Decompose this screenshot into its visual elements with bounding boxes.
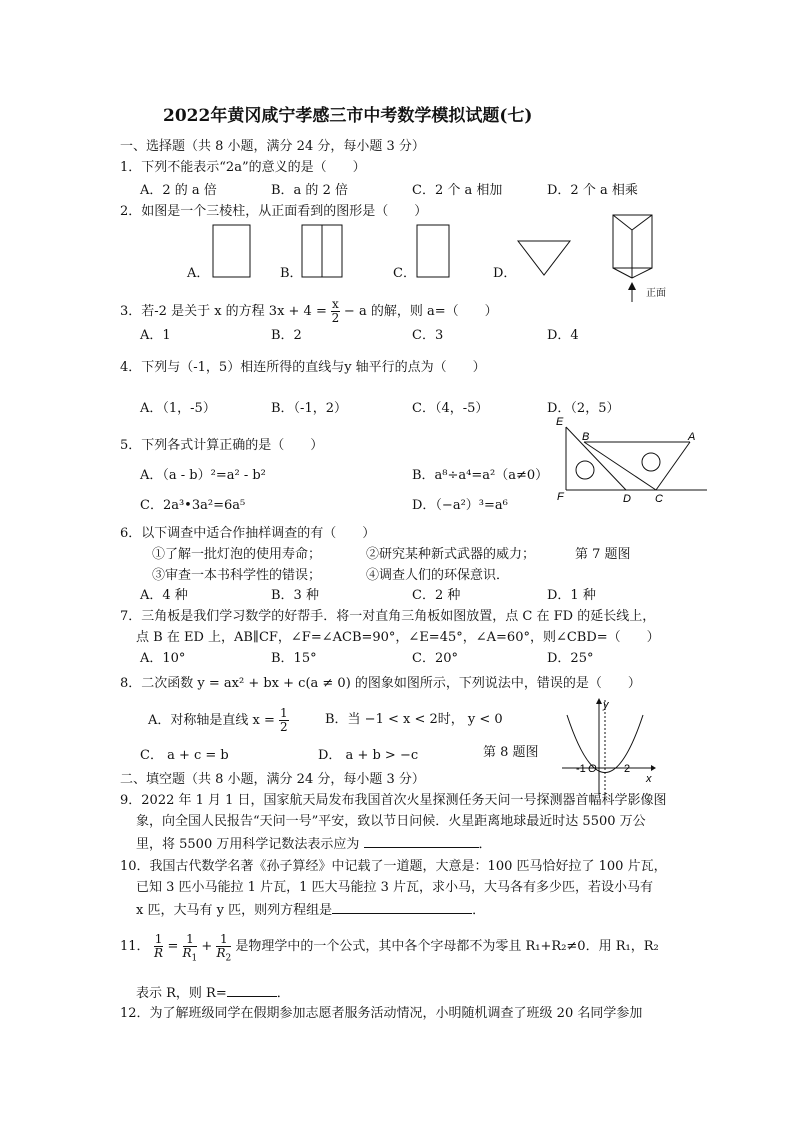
option-c: C．2a³•3a²=6a⁵ bbox=[140, 498, 246, 513]
label-b: B bbox=[582, 431, 590, 443]
option-b: B．a⁸÷a⁴=a²（a≠0） bbox=[412, 468, 549, 483]
section-header: 二、填空题（共 8 小题，满分 24 分，每小题 3 分） bbox=[120, 772, 425, 787]
question-3-pre: 3．若-2 是关于 x 的方程 3x + 4 = bbox=[120, 304, 327, 319]
question-9-text: 里，将 5500 万用科学记数法表示应为 bbox=[136, 837, 360, 852]
label-d: D bbox=[623, 493, 631, 505]
question-9-line3: 里，将 5500 万用科学记数法表示应为 ． bbox=[136, 837, 492, 852]
label-a: A bbox=[688, 431, 696, 443]
item-2: ②研究某种新式武器的威力； bbox=[366, 547, 536, 562]
option-a: A．10° bbox=[140, 651, 186, 666]
item-3: ③审查一本书科学性的错误； bbox=[152, 568, 322, 583]
option-a: A．（1，-5） bbox=[140, 401, 216, 416]
tick-minus-1: -1 bbox=[576, 763, 586, 775]
option-b: B．a 的 2 倍 bbox=[271, 183, 348, 198]
option-c: C．2 种 bbox=[412, 588, 461, 603]
question-6: 6．以下调查中适合作抽样调查的有（ ） bbox=[120, 526, 376, 541]
question-9-line2: 象，向全国人民报告“天问一号”平安，致以节日问候．火星距离地球最近时达 5500 万公 bbox=[136, 814, 646, 829]
answer-blank bbox=[332, 901, 472, 914]
question-11-line2: 表示 R，则 R= ． bbox=[136, 986, 290, 1001]
question-11-text: 是物理学中的一个公式，其中各个字母都不为零且 R₁+R₂≠0．用 R₁，R₂ bbox=[235, 939, 659, 954]
question-5: 5．下列各式计算正确的是（ ） bbox=[120, 438, 324, 453]
option-d: D．4 bbox=[547, 328, 579, 343]
fraction: $\frac{1}{R_1}$ bbox=[182, 932, 198, 964]
question-4: 4．下列与（-1，5）相连所得的直线与y 轴平行的点为（ ） bbox=[120, 360, 486, 375]
option-a-text: A．对称轴是直线 x = bbox=[148, 713, 275, 728]
question-10-line3: x 匹，大马有 y 匹，则列方程组是 ． bbox=[136, 903, 486, 918]
section-header: 一、选择题（共 8 小题，满分 24 分，每小题 3 分） bbox=[120, 139, 425, 154]
front-label: 正面 bbox=[646, 288, 666, 299]
fraction-denominator: 2 bbox=[331, 311, 340, 325]
question-3-post: − a 的解，则 a=（ ） bbox=[343, 304, 498, 319]
fraction: $\frac{1}{R}$ bbox=[153, 932, 164, 960]
option-b: B．（-1，2） bbox=[271, 401, 347, 416]
option-c: C． bbox=[393, 266, 416, 281]
option-a: A．4 种 bbox=[140, 588, 188, 603]
option-a: A．1 bbox=[140, 328, 171, 343]
label-c: C bbox=[655, 493, 663, 505]
item-4: ④调查人们的环保意识． bbox=[366, 568, 510, 583]
fraction-numerator: x bbox=[332, 297, 339, 311]
x-axis-label: x bbox=[646, 773, 652, 785]
option-d: D． bbox=[493, 266, 517, 281]
option-b: B．15° bbox=[271, 651, 317, 666]
option-d: D．1 种 bbox=[547, 588, 596, 603]
option-d: D．25° bbox=[547, 651, 594, 666]
option-b: B．3 种 bbox=[271, 588, 319, 603]
option-b: B．当 −1 < x < 2时， y < 0 bbox=[325, 712, 503, 727]
question-10-line1: 10．我国古代数学名著《孙子算经》中记载了一道题，大意是：100 匹马恰好拉了 100 片瓦， bbox=[120, 859, 667, 874]
option-a: A．（a - b）²=a² - b² bbox=[140, 468, 266, 483]
fraction-numerator: 1 bbox=[280, 706, 288, 720]
option-c: C．2 个 a 相加 bbox=[412, 183, 503, 198]
question-1: 1．下列不能表示“2a”的意义的是（ ） bbox=[120, 160, 366, 175]
option-c: C．（4，-5） bbox=[412, 401, 489, 416]
option-b: B．2 bbox=[271, 328, 302, 343]
item-1: ①了解一批灯泡的使用寿命； bbox=[152, 547, 322, 562]
tick-2: 2 bbox=[624, 763, 631, 775]
question-10-text: x 匹，大马有 y 匹，则列方程组是 bbox=[136, 903, 333, 918]
answer-blank bbox=[227, 984, 277, 997]
question-11-prompt: 表示 R，则 R= bbox=[136, 986, 227, 1001]
label-e: E bbox=[556, 416, 564, 428]
question-10-line2: 已知 3 匹小马能拉 1 片瓦，1 匹大马能拉 3 片瓦，求小马，大马各有多少匹，若设小马有 bbox=[136, 880, 654, 895]
origin-label: O bbox=[588, 763, 597, 775]
label-f: F bbox=[557, 491, 564, 503]
question-7-line1: 7．三角板是我们学习数学的好帮手．将一对直角三角板如图放置，点 C 在 FD 的延长线上， bbox=[120, 609, 656, 624]
fraction-denominator: 2 bbox=[280, 720, 288, 734]
question-12-line1: 12．为了解班级同学在假期参加志愿者服务活动情况，小明随机调查了班级 20 名同学参加 bbox=[120, 1006, 643, 1021]
option-a: A．2 的 a 倍 bbox=[140, 183, 217, 198]
fraction: $\frac{1}{R_2}$ bbox=[216, 932, 232, 964]
figure-caption: 第 8 题图 bbox=[483, 745, 539, 760]
question-9-line1: 9．2022 年 1 月 1 日，国家航天局发布我国首次火星探测任务天问一号探测器首幅科学影像图 bbox=[120, 793, 667, 808]
question-2: 2．如图是一个三棱柱，从正面看到的图形是（ ） bbox=[120, 204, 428, 219]
option-b: B． bbox=[280, 266, 303, 281]
option-c: C． a + c = b bbox=[140, 748, 229, 763]
option-d: D． a + b > −c bbox=[318, 748, 419, 763]
question-8: 8．二次函数 y = ax² + bx + c(a ≠ 0) 的图象如图所示，下列说法中，错误的是（ ） bbox=[120, 676, 641, 691]
figure-caption: 第 7 题图 bbox=[575, 547, 631, 562]
page-title: 2022年黄冈咸宁孝感三市中考数学模拟试题(七) bbox=[163, 106, 533, 126]
question-11-number: 11． bbox=[120, 939, 150, 954]
option-c: C．3 bbox=[412, 328, 444, 343]
answer-blank bbox=[364, 835, 479, 848]
option-a: A． bbox=[187, 266, 210, 281]
question-7-line2: 点 B 在 ED 上，AB∥CF，∠F=∠ACB=90°，∠E=45°，∠A=60°，则∠CBD=（ ） bbox=[136, 630, 660, 645]
option-c: C．20° bbox=[412, 651, 458, 666]
option-d: D．（2，5） bbox=[547, 401, 620, 416]
y-axis-label: y bbox=[603, 699, 609, 711]
option-d: D．2 个 a 相乘 bbox=[547, 183, 638, 198]
option-d: D．（−a²）³=a⁶ bbox=[412, 498, 508, 513]
question-11: 11． $\frac{1}{R}$ = $\frac{1}{R_1}$ + $\frac{1}{R_2}$ 是物理学中的一个公式，其中各个字母都不为零且 R₁+R₂≠0．用 R₁，R₂ bbox=[120, 932, 659, 964]
